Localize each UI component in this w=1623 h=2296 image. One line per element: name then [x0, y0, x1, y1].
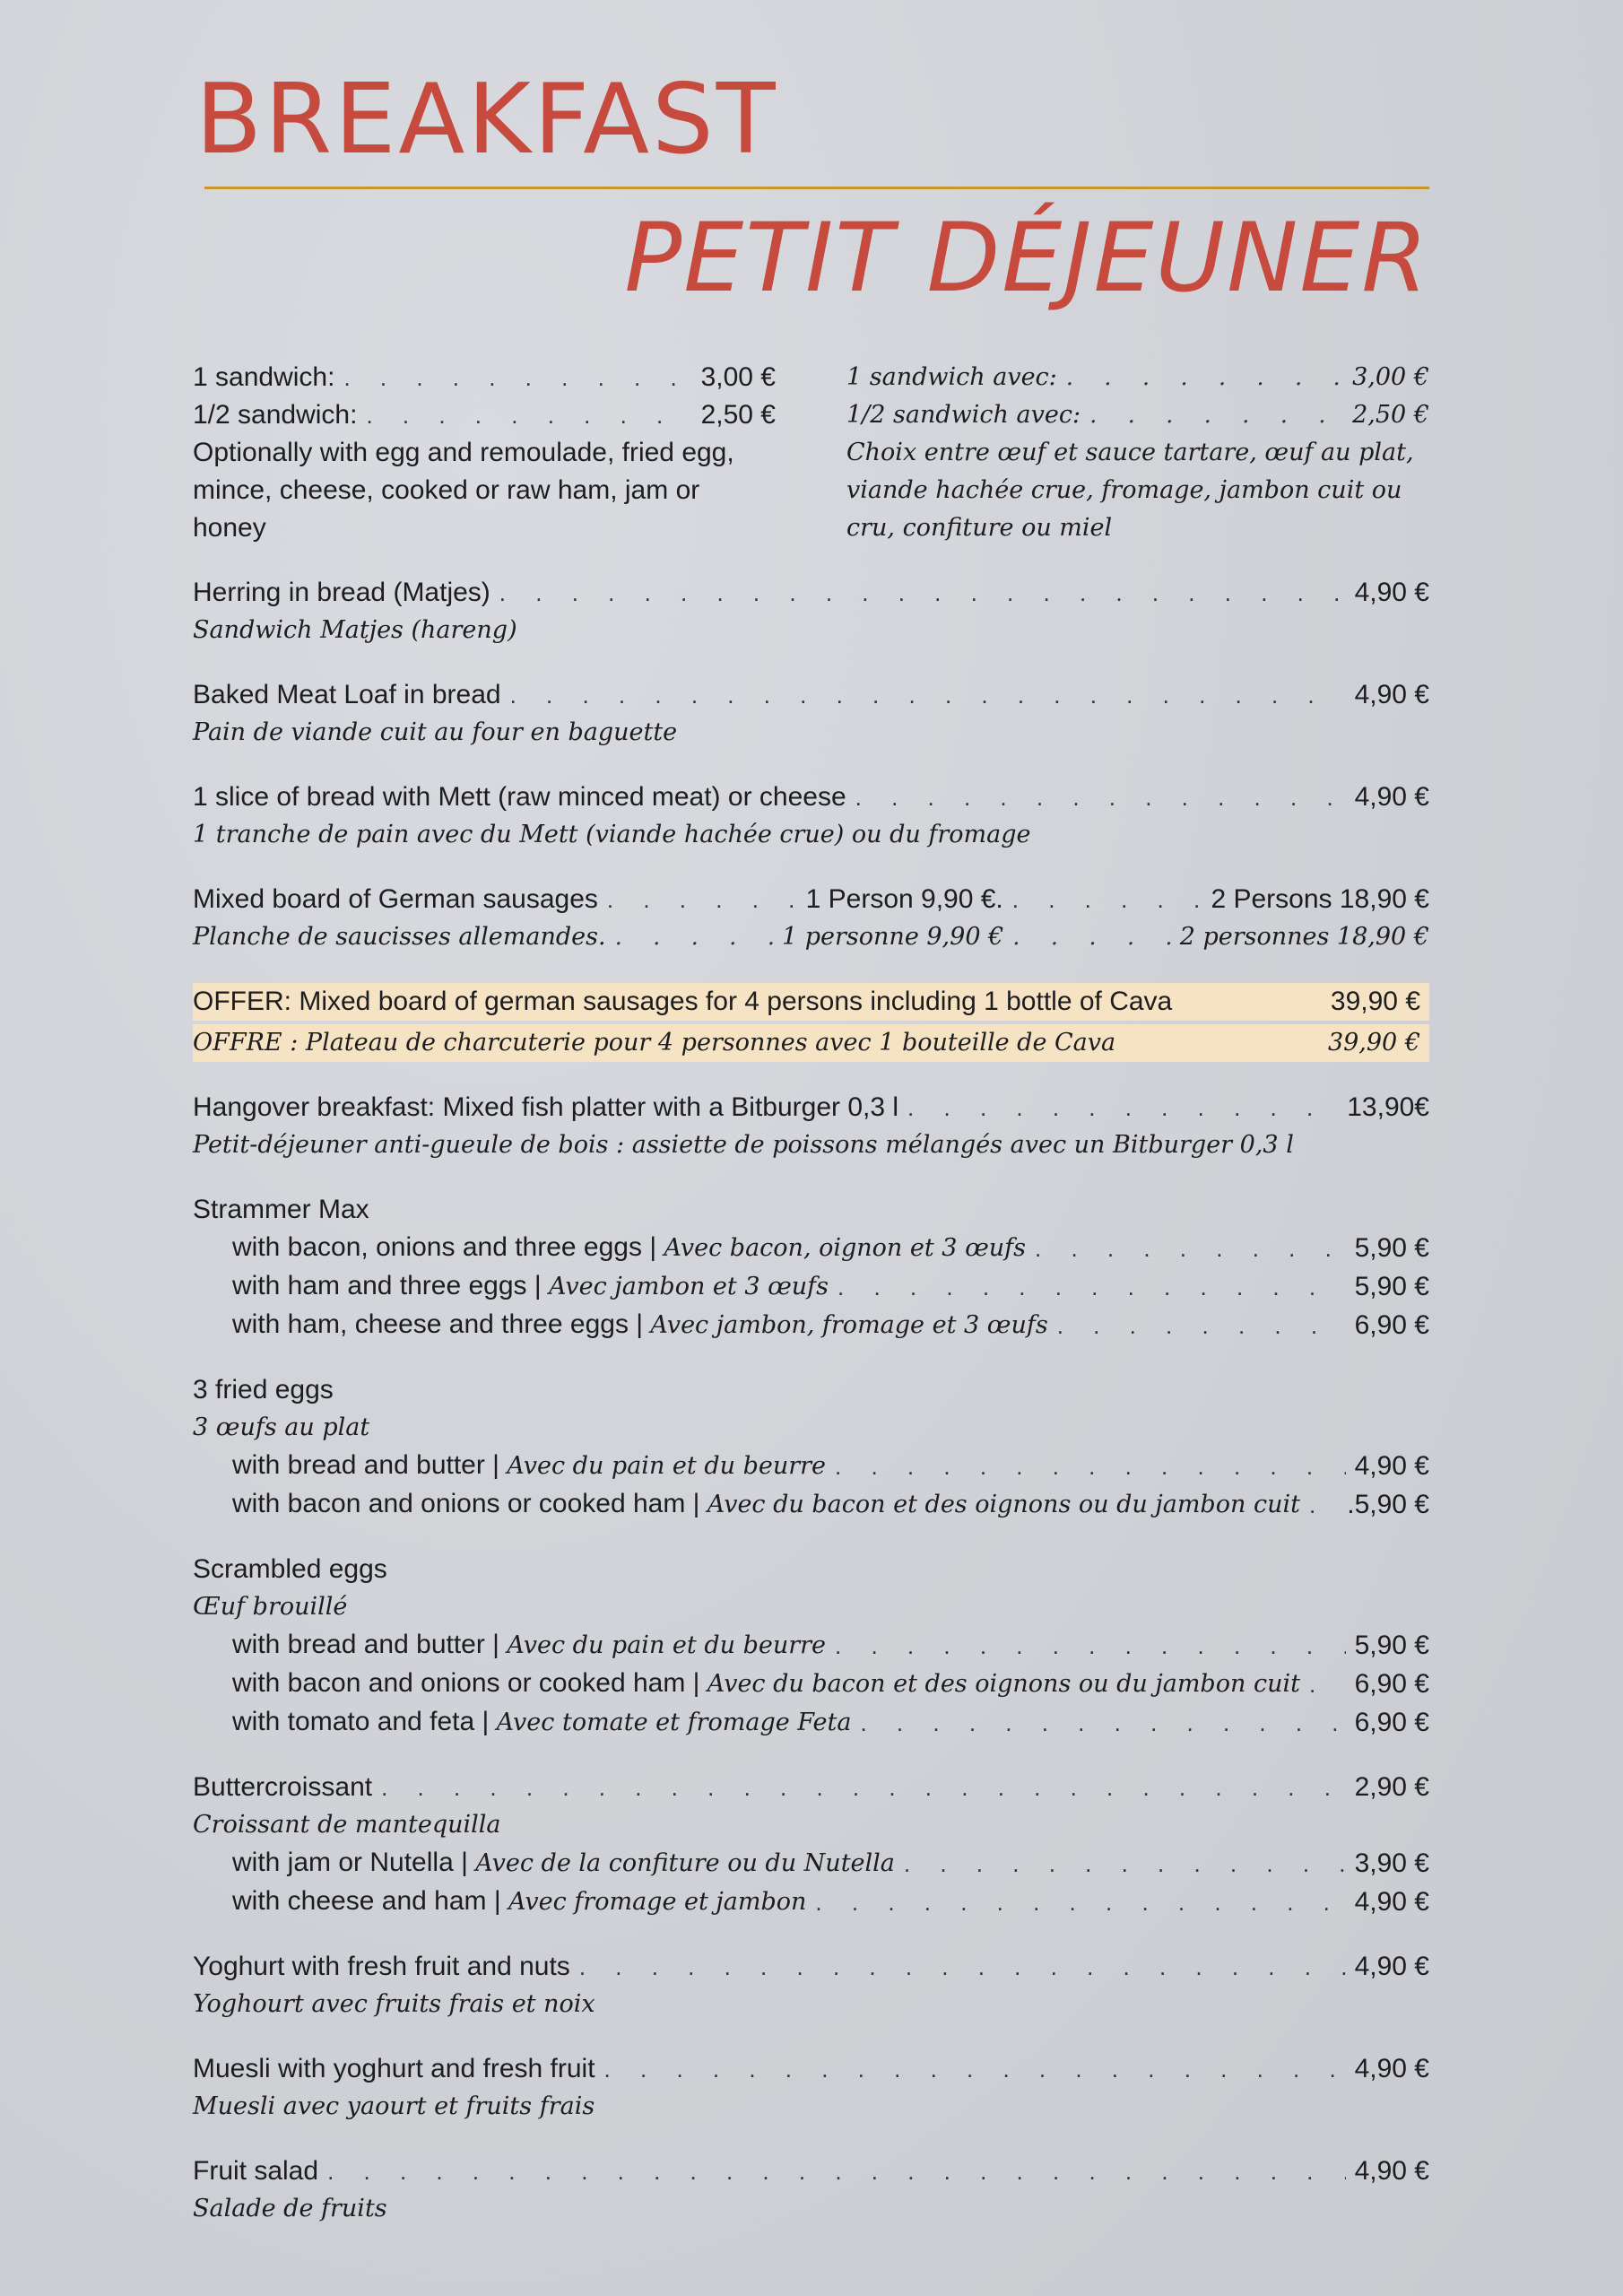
item-name: Herring in bread (Matjes) [193, 578, 490, 607]
item-name-fr: Muesli avec yaourt et fruits frais [193, 2092, 595, 2120]
item-name-fr: Yoghourt avec fruits frais et noix [193, 1990, 595, 2018]
item-price: 3,00 € [700, 362, 776, 392]
item-price: 4,90 € [1354, 1952, 1429, 1981]
option-en: with bacon, onions and three eggs | [232, 1232, 664, 1262]
item-price-1-person: 1 Person 9,90 €. [805, 884, 1003, 914]
item-price: 4,90 € [1354, 578, 1429, 607]
option-fr: Avec fromage et jambon [508, 1888, 807, 1916]
item-option [193, 1447, 1429, 1485]
item-option [193, 1229, 1429, 1267]
option-en: with jam or Nutella | [232, 1848, 476, 1877]
menu-item-sausages [193, 881, 1429, 956]
option-en: with ham, cheese and three eggs | [232, 1309, 651, 1339]
item-price: 5,90 € [1354, 1233, 1429, 1263]
item-price: 4,90 € [1354, 2054, 1429, 2083]
item-price: 4,90 € [1354, 782, 1429, 812]
option-en: with bread and butter | [232, 1450, 508, 1480]
option-fr: Avec du pain et du beurre [507, 1631, 827, 1659]
item-name: Scrambled eggs [193, 1554, 387, 1584]
item-price-2-personnes: 2 personnes 18,90 € [1179, 923, 1429, 951]
menu-item-hangover [193, 1089, 1429, 1164]
offer-highlight-fr [193, 1024, 1429, 1062]
item-option [193, 1844, 1429, 1883]
item-price: 2,50 € [1352, 401, 1429, 429]
option-en: with tomato and feta | [232, 1707, 497, 1736]
item-name: Hangover breakfast: Mixed fish platter with a Bitburger 0,3 l [193, 1092, 899, 1122]
option-fr: Avec jambon, fromage et 3 œufs [650, 1311, 1048, 1339]
item-price: 13,90€ [1347, 1092, 1429, 1122]
option-fr: Avec du bacon et des oignons ou du jambon cuit [707, 1670, 1300, 1698]
item-name-fr: OFFRE : Plateau de charcuterie pour 4 personnes avec 1 bouteille de Cava [193, 1029, 1116, 1057]
menu-item-meatloaf [193, 676, 1429, 752]
item-price-1-personne: 1 personne 9,90 € [782, 923, 1004, 951]
item-option [193, 1485, 1429, 1524]
item-name: Mixed board of German sausages [193, 884, 598, 914]
option-en: with cheese and ham | [232, 1886, 508, 1916]
item-name: Yoghurt with fresh fruit and nuts [193, 1952, 570, 1981]
item-price: 6,90 € [1354, 1669, 1429, 1699]
item-option [193, 1306, 1429, 1344]
menu-item-strammer-max [193, 1191, 1429, 1344]
item-option [193, 1267, 1429, 1306]
option-fr: Avec du bacon et des oignons ou du jambon cuit [707, 1491, 1300, 1518]
item-option [193, 1883, 1429, 1921]
item-name-fr: Sandwich Matjes (hareng) [193, 616, 517, 644]
item-name: 1 slice of bread with Mett (raw minced meat) or cheese [193, 782, 846, 812]
item-name: Fruit salad [193, 2156, 319, 2186]
item-price: 3,00 € [1352, 363, 1429, 391]
option-fr: Avec jambon et 3 œufs [549, 1273, 829, 1300]
title-divider [204, 187, 1429, 189]
item-name: 1/2 sandwich: [193, 400, 358, 430]
item-price: 6,90 € [1354, 1310, 1429, 1340]
item-name-fr: Petit-déjeuner anti-gueule de bois : assiette de poissons mélangés avec un Bitburger 0,3 l [193, 1131, 1294, 1159]
menu-item-yoghurt [193, 1948, 1429, 2023]
item-price: 6,90 € [1354, 1708, 1429, 1737]
option-en: with ham and three eggs | [232, 1271, 549, 1300]
menu-item-offer [193, 983, 1429, 1062]
menu-item-mett [193, 778, 1429, 854]
item-price: 4,90 € [1354, 2156, 1429, 2186]
item-name: OFFER: Mixed board of german sausages for 4 persons including 1 bottle of Cava [193, 987, 1173, 1016]
item-price: 5,90 € [1354, 1631, 1429, 1660]
menu-item-herring [193, 574, 1429, 649]
item-name-fr: Croissant de mantequilla [193, 1811, 501, 1839]
item-name: Baked Meat Loaf in bread [193, 680, 501, 709]
offer-highlight [193, 983, 1429, 1021]
item-name-fr: Salade de fruits [193, 2195, 387, 2222]
item-option [193, 1626, 1429, 1665]
option-fr: Avec du pain et du beurre [507, 1452, 827, 1480]
item-price: 3,90 € [1354, 1848, 1429, 1878]
menu-item-muesli [193, 2050, 1429, 2126]
option-en: with bacon and onions or cooked ham | [232, 1668, 707, 1698]
item-name: 1 sandwich: [193, 362, 335, 392]
option-fr: Avec de la confiture ou du Nutella [475, 1849, 895, 1877]
item-price: 39,90 € [1327, 1029, 1420, 1057]
item-option [193, 1665, 1429, 1703]
option-fr: Avec bacon, oignon et 3 œufs [664, 1234, 1027, 1262]
menu-item-croissant [193, 1769, 1429, 1921]
item-price: .5,90 € [1347, 1490, 1429, 1519]
item-name: Strammer Max [193, 1195, 369, 1224]
item-name-fr: Planche de saucisses allemandes. [193, 923, 606, 951]
item-option [193, 1703, 1429, 1742]
item-name-fr: 3 œufs au plat [193, 1413, 370, 1441]
item-price: 2,90 € [1354, 1772, 1429, 1802]
item-description: Optionally with egg and remoulade, fried egg, mince, cheese, cooked or raw ham, jam or honey [193, 438, 734, 543]
menu-list [193, 359, 1429, 2255]
title-petit-dejeuner: PETIT DÉJEUNER [624, 203, 1429, 313]
item-price-2-persons: 2 Persons 18,90 € [1211, 884, 1429, 914]
item-name-fr: Pain de viande cuit au four en baguette [193, 718, 678, 746]
menu-item-fruit-salad [193, 2152, 1429, 2228]
option-en: with bread and butter | [232, 1630, 508, 1659]
item-name-fr: Œuf brouillé [193, 1593, 348, 1621]
item-price: 2,50 € [700, 400, 776, 430]
sandwich-fr [846, 359, 1429, 547]
item-description: Choix entre œuf et sauce tartare, œuf au plat, viande hachée crue, fromage, jambon cuit ou cru, confiture ou miel [846, 439, 1414, 542]
item-name: Buttercroissant [193, 1772, 373, 1802]
menu-item-scrambled-eggs [193, 1551, 1429, 1742]
item-price: 5,90 € [1354, 1272, 1429, 1301]
item-name: 3 fried eggs [193, 1375, 334, 1405]
sandwich-section [193, 359, 1429, 547]
title-breakfast: BREAKFAST [195, 64, 778, 176]
menu-item-fried-eggs [193, 1371, 1429, 1524]
option-en: with bacon and onions or cooked ham | [232, 1489, 707, 1518]
item-price: 4,90 € [1354, 1887, 1429, 1917]
item-name: Muesli with yoghurt and fresh fruit [193, 2054, 595, 2083]
sandwich-en [193, 359, 776, 547]
item-price: 4,90 € [1354, 680, 1429, 709]
item-name: 1 sandwich avec: [846, 363, 1057, 391]
item-name-fr: 1 tranche de pain avec du Mett (viande hachée crue) ou du fromage [193, 821, 1031, 848]
item-name: 1/2 sandwich avec: [846, 401, 1081, 429]
item-price: 39,90 € [1330, 987, 1420, 1016]
option-fr: Avec tomate et fromage Feta [496, 1709, 852, 1736]
item-price: 4,90 € [1354, 1451, 1429, 1481]
